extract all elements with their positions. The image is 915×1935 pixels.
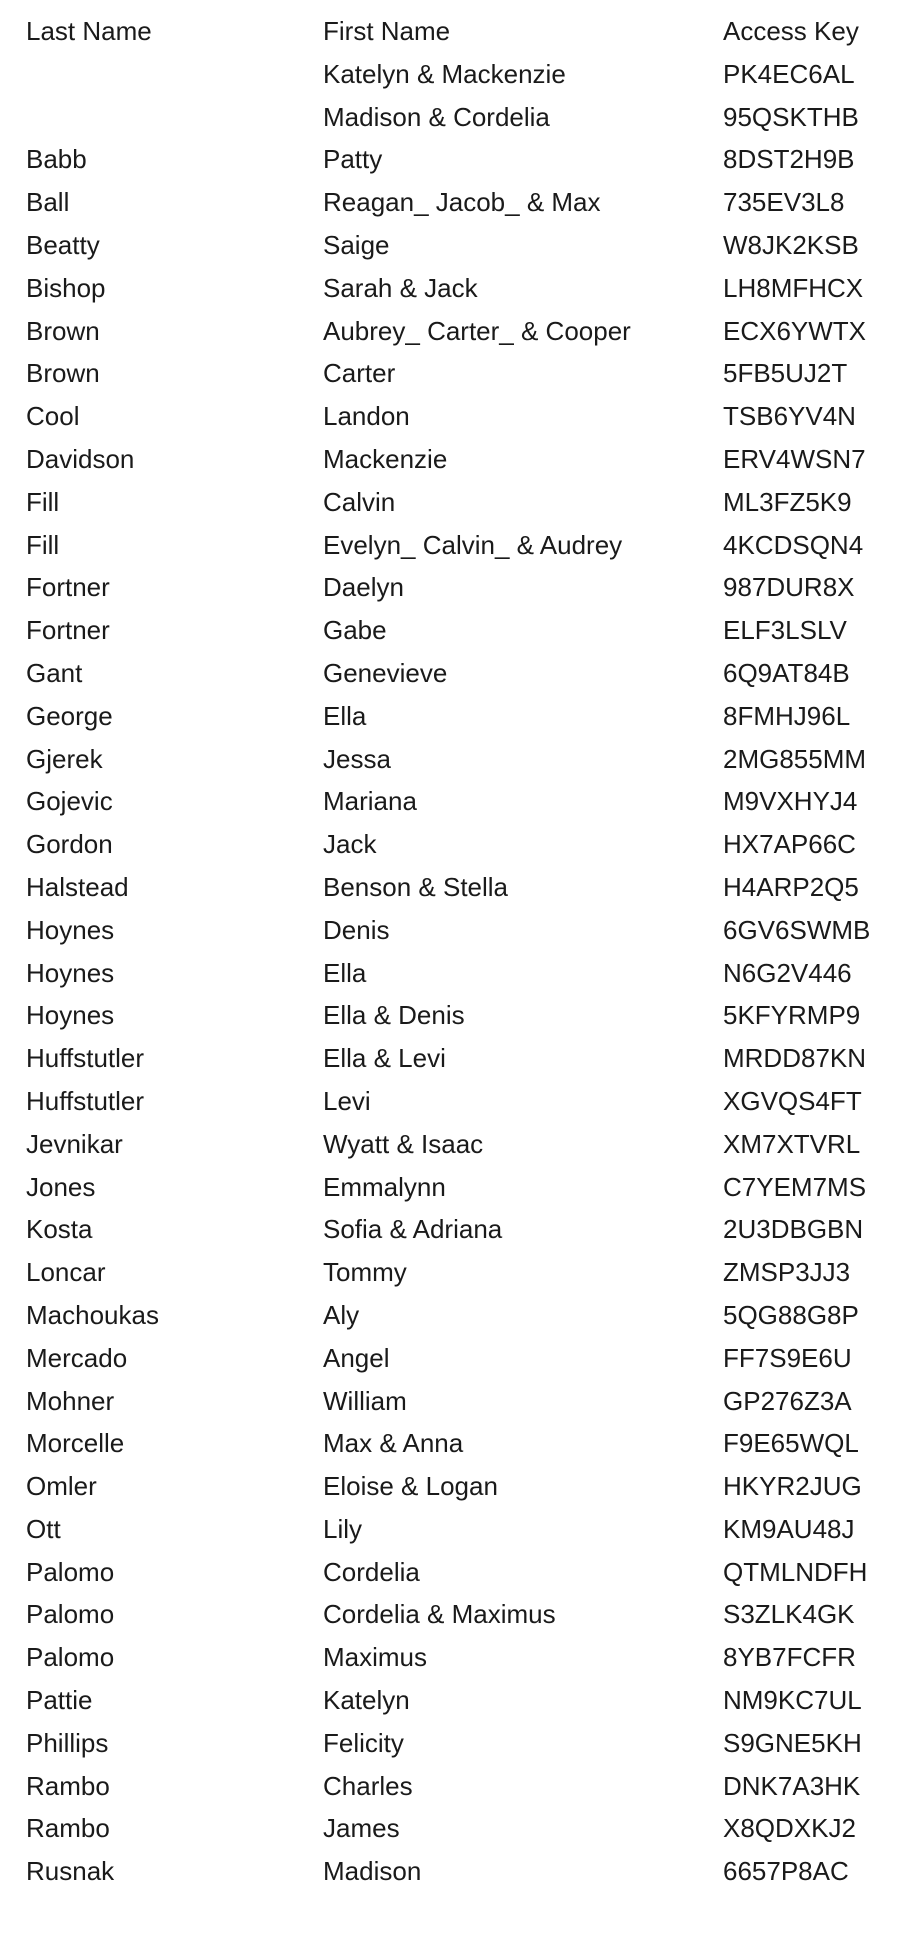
cell-last-name: Halstead xyxy=(26,871,129,902)
cell-access-key: H4ARP2Q5 xyxy=(723,871,859,902)
cell-first-name: Jessa xyxy=(323,743,391,774)
cell-access-key: XGVQS4FT xyxy=(723,1085,862,1116)
table-row xyxy=(0,96,915,139)
cell-access-key: HX7AP66C xyxy=(723,829,856,860)
cell-first-name: William xyxy=(323,1385,407,1416)
cell-last-name: Mercado xyxy=(26,1342,128,1373)
table-row xyxy=(0,1380,915,1423)
cell-access-key: 5KFYRMP9 xyxy=(723,1000,861,1031)
cell-first-name: Ella & Levi xyxy=(323,1043,446,1074)
cell-last-name: Jevnikar xyxy=(26,1128,123,1159)
cell-access-key: PK4EC6AL xyxy=(723,58,855,89)
cell-first-name: Aubrey_ Carter_ & Cooper xyxy=(323,315,631,346)
cell-access-key: LH8MFHCX xyxy=(723,272,864,303)
cell-first-name: Cordelia & Maximus xyxy=(323,1599,556,1630)
cell-last-name: Rusnak xyxy=(26,1856,115,1887)
table-row xyxy=(0,1208,915,1251)
table-row xyxy=(0,652,915,695)
table-row xyxy=(0,909,915,952)
cell-last-name: Huffstutler xyxy=(26,1043,145,1074)
cell-last-name: Palomo xyxy=(26,1556,115,1587)
cell-last-name: Loncar xyxy=(26,1257,106,1288)
header-first-name: First Name xyxy=(323,16,451,46)
cell-access-key: N6G2V446 xyxy=(723,957,852,988)
cell-access-key: FF7S9E6U xyxy=(723,1342,852,1373)
table-row xyxy=(0,1037,915,1080)
cell-access-key: GP276Z3A xyxy=(723,1385,852,1416)
table-row xyxy=(0,1850,915,1893)
cell-first-name: Gabe xyxy=(323,615,387,646)
table-row xyxy=(0,1807,915,1850)
cell-first-name: Lily xyxy=(323,1513,363,1544)
table-row xyxy=(0,53,915,96)
cell-last-name: Gjerek xyxy=(26,743,103,774)
cell-first-name: Ella & Denis xyxy=(323,1000,465,1031)
cell-first-name: Saige xyxy=(323,229,390,260)
cell-first-name: Eloise & Logan xyxy=(323,1471,498,1502)
table-row xyxy=(0,310,915,353)
table-row xyxy=(0,952,915,995)
cell-last-name: Mohner xyxy=(26,1385,115,1416)
cell-last-name: Babb xyxy=(26,144,87,175)
cell-access-key: MRDD87KN xyxy=(723,1043,867,1074)
table-row xyxy=(0,823,915,866)
header-last-name: Last Name xyxy=(26,16,152,46)
cell-last-name: Rambo xyxy=(26,1813,110,1844)
cell-last-name: Cool xyxy=(26,401,80,432)
cell-first-name: James xyxy=(323,1813,400,1844)
table-row xyxy=(0,1679,915,1722)
cell-access-key: C7YEM7MS xyxy=(723,1171,867,1202)
cell-first-name: Patty xyxy=(323,144,383,175)
cell-access-key: 6GV6SWMB xyxy=(723,914,871,945)
table-row xyxy=(0,438,915,481)
cell-first-name: Emmalynn xyxy=(323,1171,446,1202)
cell-first-name: Sofia & Adriana xyxy=(323,1214,503,1245)
cell-last-name: Fill xyxy=(26,529,60,560)
cell-last-name: Fortner xyxy=(26,615,110,646)
table-row xyxy=(0,609,915,652)
cell-first-name: Reagan_ Jacob_ & Max xyxy=(323,187,601,218)
cell-access-key: TSB6YV4N xyxy=(723,401,856,432)
cell-last-name: Kosta xyxy=(26,1214,93,1245)
cell-first-name: Landon xyxy=(323,401,410,432)
cell-access-key: X8QDXKJ2 xyxy=(723,1813,856,1844)
cell-last-name: Brown xyxy=(26,358,100,389)
table-row xyxy=(0,524,915,567)
cell-access-key: NM9KC7UL xyxy=(723,1685,862,1716)
cell-last-name: Machoukas xyxy=(26,1299,159,1330)
cell-first-name: Tommy xyxy=(323,1257,407,1288)
cell-access-key: DNK7A3HK xyxy=(723,1770,861,1801)
cell-last-name: Palomo xyxy=(26,1599,115,1630)
cell-access-key: XM7XTVRL xyxy=(723,1128,861,1159)
table-row xyxy=(0,1337,915,1380)
table-row xyxy=(0,138,915,181)
cell-access-key: 4KCDSQN4 xyxy=(723,529,864,560)
cell-last-name: Hoynes xyxy=(26,914,115,945)
table-row xyxy=(0,1251,915,1294)
cell-first-name: Aly xyxy=(323,1299,360,1330)
cell-access-key: HKYR2JUG xyxy=(723,1471,862,1502)
cell-first-name: Sarah & Jack xyxy=(323,272,478,303)
cell-last-name: Omler xyxy=(26,1471,97,1502)
table-row xyxy=(0,1294,915,1337)
cell-first-name: Evelyn_ Calvin_ & Audrey xyxy=(323,529,623,560)
cell-last-name: George xyxy=(26,700,113,731)
cell-first-name: Charles xyxy=(323,1770,413,1801)
cell-first-name: Genevieve xyxy=(323,657,448,688)
cell-last-name: Gordon xyxy=(26,829,113,860)
cell-first-name: Felicity xyxy=(323,1727,404,1758)
cell-access-key: ELF3LSLV xyxy=(723,615,847,646)
cell-access-key: 8YB7FCFR xyxy=(723,1642,856,1673)
cell-last-name: Gojevic xyxy=(26,786,113,817)
cell-last-name: Phillips xyxy=(26,1727,109,1758)
cell-access-key: 5FB5UJ2T xyxy=(723,358,848,389)
cell-first-name: Calvin xyxy=(323,486,396,517)
cell-last-name: Pattie xyxy=(26,1685,93,1716)
cell-access-key: 735EV3L8 xyxy=(723,187,845,218)
cell-first-name: Ella xyxy=(323,700,367,731)
cell-last-name: Beatty xyxy=(26,229,100,260)
cell-access-key: ECX6YWTX xyxy=(723,315,867,346)
table-row xyxy=(0,267,915,310)
cell-first-name: Levi xyxy=(323,1085,371,1116)
cell-last-name: Rambo xyxy=(26,1770,110,1801)
cell-access-key: 8DST2H9B xyxy=(723,144,855,175)
table-body xyxy=(0,53,915,1893)
cell-access-key: S9GNE5KH xyxy=(723,1727,862,1758)
table-row xyxy=(0,738,915,781)
cell-first-name: Mariana xyxy=(323,786,417,817)
cell-access-key: ZMSP3JJ3 xyxy=(723,1257,851,1288)
cell-last-name: Huffstutler xyxy=(26,1085,145,1116)
cell-first-name: Katelyn xyxy=(323,1685,410,1716)
table-row xyxy=(0,1422,915,1465)
table-row xyxy=(0,1593,915,1636)
cell-access-key: ML3FZ5K9 xyxy=(723,486,852,517)
cell-last-name: Ott xyxy=(26,1513,61,1544)
cell-access-key: 6657P8AC xyxy=(723,1856,849,1887)
header-access-key: Access Key xyxy=(723,16,859,46)
table-row xyxy=(0,994,915,1037)
table-row xyxy=(0,566,915,609)
cell-first-name: Ella xyxy=(323,957,367,988)
table-row xyxy=(0,1166,915,1209)
cell-access-key: QTMLNDFH xyxy=(723,1556,868,1587)
cell-first-name: Benson & Stella xyxy=(323,871,509,902)
table-row xyxy=(0,780,915,823)
table-row xyxy=(0,1465,915,1508)
cell-access-key: KM9AU48J xyxy=(723,1513,855,1544)
table-row xyxy=(0,1080,915,1123)
cell-access-key: 2MG855MM xyxy=(723,743,867,774)
cell-access-key: 95QSKTHB xyxy=(723,101,859,132)
table-row xyxy=(0,1123,915,1166)
cell-first-name: Madison xyxy=(323,1856,422,1887)
cell-first-name: Mackenzie xyxy=(323,443,448,474)
cell-access-key: ERV4WSN7 xyxy=(723,443,866,474)
table-row xyxy=(0,1551,915,1594)
table-row xyxy=(0,395,915,438)
cell-first-name: Katelyn & Mackenzie xyxy=(323,58,566,89)
cell-first-name: Max & Anna xyxy=(323,1428,464,1459)
table-row xyxy=(0,866,915,909)
cell-first-name: Cordelia xyxy=(323,1556,420,1587)
cell-access-key: W8JK2KSB xyxy=(723,229,859,260)
cell-last-name: Jones xyxy=(26,1171,96,1202)
cell-first-name: Maximus xyxy=(323,1642,428,1673)
cell-first-name: Carter xyxy=(323,358,396,389)
cell-last-name: Fortner xyxy=(26,572,110,603)
cell-last-name: Hoynes xyxy=(26,957,115,988)
cell-last-name: Palomo xyxy=(26,1642,115,1673)
cell-access-key: S3ZLK4GK xyxy=(723,1599,855,1630)
cell-last-name: Morcelle xyxy=(26,1428,125,1459)
header-row xyxy=(0,10,915,53)
cell-access-key: 8FMHJ96L xyxy=(723,700,851,731)
cell-last-name: Bishop xyxy=(26,272,106,303)
cell-last-name: Fill xyxy=(26,486,60,517)
cell-first-name: Angel xyxy=(323,1342,390,1373)
cell-first-name: Denis xyxy=(323,914,390,945)
cell-first-name: Jack xyxy=(323,829,377,860)
table-row xyxy=(0,1636,915,1679)
cell-access-key: 2U3DBGBN xyxy=(723,1214,864,1245)
table-row xyxy=(0,352,915,395)
cell-first-name: Madison & Cordelia xyxy=(323,101,550,132)
cell-last-name: Ball xyxy=(26,187,70,218)
table-row xyxy=(0,1508,915,1551)
cell-last-name: Brown xyxy=(26,315,100,346)
cell-last-name: Hoynes xyxy=(26,1000,115,1031)
cell-first-name: Wyatt & Isaac xyxy=(323,1128,484,1159)
table-row xyxy=(0,224,915,267)
table-row xyxy=(0,481,915,524)
table-row xyxy=(0,1765,915,1808)
table-row xyxy=(0,1722,915,1765)
cell-last-name: Gant xyxy=(26,657,83,688)
cell-last-name: Davidson xyxy=(26,443,135,474)
table-row xyxy=(0,181,915,224)
cell-access-key: M9VXHYJ4 xyxy=(723,786,858,817)
cell-access-key: 5QG88G8P xyxy=(723,1299,859,1330)
table-row xyxy=(0,695,915,738)
cell-access-key: 987DUR8X xyxy=(723,572,855,603)
cell-access-key: 6Q9AT84B xyxy=(723,657,850,688)
cell-access-key: F9E65WQL xyxy=(723,1428,859,1459)
cell-first-name: Daelyn xyxy=(323,572,404,603)
